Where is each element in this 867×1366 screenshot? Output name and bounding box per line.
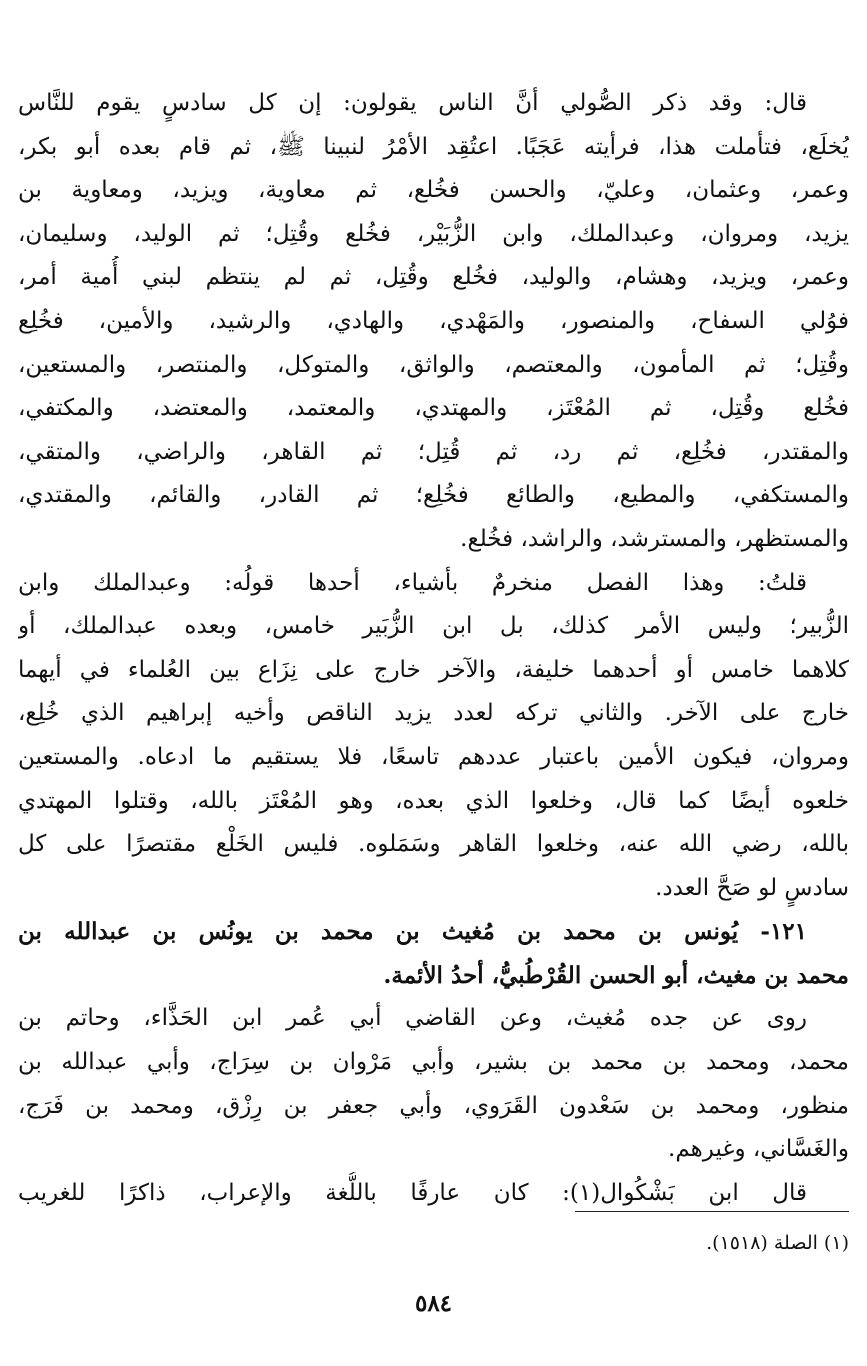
text-line: فخُلع وقُتِل، ثم المُعْتَز، والمهتدي، والمعتمد، والمعتضد، والمكتفي، <box>18 395 849 422</box>
text-line: كلاهما خامس أو أحدهما خليفة، والآخر خارج على نِزَاع بين العُلماء في أيهما <box>18 656 849 683</box>
text-line: يزيد، ومروان، وعبدالملك، وابن الزُّبَيْر، فخُلع وقُتِل؛ ثم الوليد، وسليمان، <box>18 220 849 247</box>
text-line: وعمر، وعثمان، وعليّ، والحسن فخُلع، ثم معاوية، ويزيد، ومعاوية بن <box>18 177 849 204</box>
text-line: والغَسَّاني، وغيرهم. <box>668 1136 849 1163</box>
body-text <box>18 82 849 1215</box>
text-line: والمستكفي، والمطيع، والطائع فخُلِع؛ ثم القادر، والقائم، والمقتدي، <box>18 482 849 509</box>
text-line: بالله، رضي الله عنه، وخلعوا القاهر وسَمَلوه. فليس الخَلْع مقتصرًا على كل <box>18 831 849 858</box>
page-number: ٥٨٤ <box>414 1290 453 1317</box>
text-line: قال: وقد ذكر الصُّولي أنَّ الناس يقولون: إن كل سادسٍ يقوم للنَّاس <box>18 90 807 116</box>
text-line: وقُتِل؛ ثم المأمون، والمعتصم، والواثق، والمتوكل، والمنتصر، والمستعين، <box>18 351 849 378</box>
text-line: خلعوه أيضًا كما قال، وخلعوا الذي بعده، وهو المُعْتَز بالله، وقتلوا المهتدي <box>18 787 849 814</box>
text-line: وعمر، ويزيد، وهشام، والوليد، فخُلع وقُتِل، ثم لم ينتظم لبني أُمية أمر، <box>18 264 849 291</box>
text-line: روى عن جده مُغيث، وعن القاضي أبي عُمر ابن الحَذَّاء، وحاتم بن <box>18 1005 807 1032</box>
text-line: فوُلي السفاح، والمنصور، والمَهْدي، والهادي، والرشيد، والأمين، فخُلِع <box>18 307 849 334</box>
text-line: خارج على الآخر. والثاني تركه لعدد يزيد الناقص وأخيه إبراهيم الذي خُلِع، <box>18 700 849 727</box>
text-line: ومروان، فيكون الأمين باعتبار عددهم تاسعًا، فلا يستقيم ما ادعاه. والمستعين <box>18 743 849 770</box>
text-line: محمد، ومحمد بن محمد بن بشير، وأبي مَرْوان بن سِرَاج، وأبي عبدالله بن <box>18 1049 849 1076</box>
entry-heading: محمد بن مغيث، أبو الحسن القُرْطُبيُّ، أحدُ الأئمة. <box>383 961 849 989</box>
text-line: منظور، ومحمد بن سَعْدون القَرَوي، وأبي جعفر بن رِزْق، ومحمد بن فَرَج، <box>18 1092 849 1119</box>
text-line: سادسٍ لو صَحَّ العدد. <box>655 874 849 901</box>
entry-heading: ١٢١- يُونس بن محمد بن مُغيث بن محمد بن يونُس بن عبدالله بن <box>18 918 807 946</box>
text-line: قال ابن بَشْكُوال(١): كان عارفًا باللُّغة والإعراب، ذاكرًا للغريب <box>18 1179 807 1206</box>
footnote: (١) الصلة (١٥١٨). <box>706 1232 849 1254</box>
text-line: والمستظهر، والمسترشد، والراشد، فخُلع. <box>460 525 849 552</box>
text-line: الزُّبير؛ وليس الأمر كذلك، بل ابن الزُّبَير خامس، وبعده عبدالملك، أو <box>18 613 849 640</box>
text-line: يُخلَع، فتأملت هذا، فرأيته عَجَبًا. اعتُقِد الأمْرُ لنبينا ﷺ، ثم قام بعده أبو بكر، <box>18 133 849 160</box>
text-line: قلتُ: وهذا الفصل منخرمٌ بأشياء، أحدها قولُه: وعبدالملك وابن <box>18 569 807 596</box>
text-line: والمقتدر، فخُلِع، ثم رد، ثم قُتِل؛ ثم القاهر، والراضي، والمتقي، <box>18 438 849 465</box>
footnote-divider <box>575 1211 849 1212</box>
